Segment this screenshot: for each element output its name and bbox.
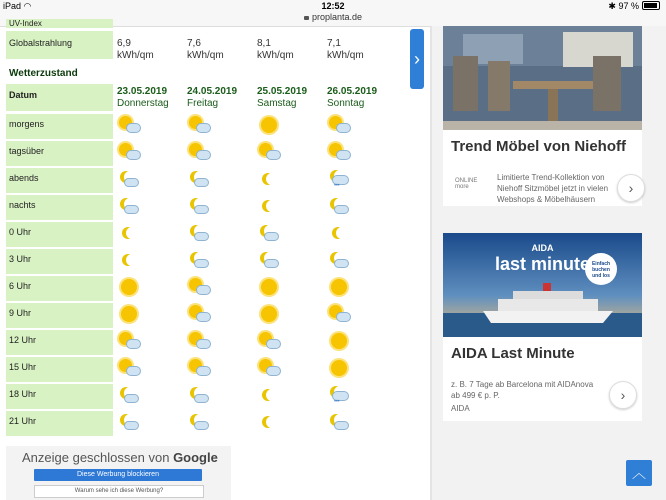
sun-cloud-icon — [328, 305, 352, 325]
closed-ad-title: Anzeige geschlossen von Google — [22, 450, 218, 465]
sun-icon — [328, 332, 352, 352]
moon-cloud-icon — [118, 170, 142, 190]
status-bar — [0, 0, 666, 12]
day-header-3: 25.05.2019 Samstag — [257, 86, 308, 109]
sun-icon — [258, 116, 282, 136]
global-label: Globalstrahlung — [6, 31, 113, 59]
date-label: Datum — [6, 84, 113, 111]
day-header-4: 26.05.2019 Sonntag — [327, 86, 378, 109]
sun-cloud-icon — [188, 305, 212, 325]
moon-cloud-icon — [188, 197, 212, 217]
uv-label: UV-Index — [6, 19, 113, 28]
sun-cloud-icon — [188, 332, 212, 352]
moon-icon — [328, 224, 352, 244]
ad-advertiser: AIDA — [451, 404, 470, 413]
row-label: abends — [6, 168, 113, 193]
global-value-1: 6,9 kWh/qm — [117, 38, 154, 61]
cloud-rain-icon: • • • — [328, 386, 352, 406]
block-ad-button[interactable]: Diese Werbung blockieren — [34, 469, 202, 481]
chevron-up-icon: ︿ — [632, 465, 646, 481]
moon-cloud-icon — [328, 251, 352, 271]
ad-description: z. B. 7 Tage ab Barcelona mit AIDAnova ab 499 € p. P. — [451, 380, 594, 400]
sun-cloud-icon — [258, 359, 282, 379]
sun-icon — [118, 305, 142, 325]
clock: 12:52 — [321, 1, 345, 11]
row-label: 12 Uhr — [6, 330, 113, 355]
ad-card-aida[interactable] — [443, 233, 642, 421]
row-label: 9 Uhr — [6, 303, 113, 328]
banner-brand: AIDA — [531, 243, 554, 253]
ad-arrow-button[interactable] — [609, 381, 637, 409]
section-title: Wetterzustand — [9, 68, 78, 79]
next-arrow-button[interactable] — [410, 29, 424, 89]
moon-cloud-icon — [328, 197, 352, 217]
day-header-2: 24.05.2019 Freitag — [187, 86, 238, 109]
banner-headline: last minute — [494, 254, 591, 274]
sun-cloud-icon — [118, 116, 142, 136]
sun-icon — [258, 278, 282, 298]
moon-cloud-icon — [188, 386, 212, 406]
sun-cloud-icon — [188, 278, 212, 298]
sun-icon — [328, 278, 352, 298]
row-label: 18 Uhr — [6, 384, 113, 409]
chevron-right-icon: › — [414, 49, 420, 69]
cloud-rain-icon: • • • — [328, 170, 352, 190]
sun-cloud-icon — [188, 359, 212, 379]
banner-badge: Einfach buchen und los — [591, 261, 611, 279]
sun-cloud-icon — [328, 116, 352, 136]
scroll-to-top-button[interactable] — [626, 460, 652, 486]
row-label: 15 Uhr — [6, 357, 113, 382]
moon-icon — [258, 386, 282, 406]
online-more-logo: ONLINE more — [455, 178, 478, 190]
sun-icon — [328, 359, 352, 379]
moon-icon — [258, 413, 282, 433]
ad-title[interactable]: Trend Möbel von Niehoff — [451, 138, 626, 155]
moon-cloud-icon — [258, 224, 282, 244]
bluetooth-icon: ✱ — [608, 1, 616, 11]
moon-cloud-icon — [118, 413, 142, 433]
chevron-right-icon: › — [628, 180, 634, 196]
row-label: tagsüber — [6, 141, 113, 166]
row-label: morgens — [6, 114, 113, 139]
moon-cloud-icon — [328, 413, 352, 433]
closed-ad-panel — [6, 446, 231, 500]
row-label: nachts — [6, 195, 113, 220]
ad-card-furniture[interactable] — [443, 26, 642, 206]
weather-table — [0, 19, 430, 500]
status-right — [608, 1, 660, 12]
day-header-1: 23.05.2019 Donnerstag — [117, 86, 169, 109]
chevron-right-icon: › — [620, 387, 626, 403]
row-label: 21 Uhr — [6, 411, 113, 436]
device-label: iPad ◠ — [3, 1, 32, 11]
sun-cloud-icon — [258, 143, 282, 163]
battery-percent: 97 % — [618, 1, 639, 11]
lock-icon — [304, 16, 309, 20]
global-value-4: 7,1 kWh/qm — [327, 38, 364, 61]
moon-cloud-icon — [188, 224, 212, 244]
battery-icon — [642, 1, 660, 10]
moon-icon — [118, 224, 142, 244]
row-label: 0 Uhr — [6, 222, 113, 247]
wifi-icon: ◠ — [23, 1, 32, 11]
sun-cloud-icon — [118, 359, 142, 379]
moon-icon — [258, 170, 282, 190]
ad-title[interactable]: AIDA Last Minute — [451, 345, 575, 362]
sun-cloud-icon — [258, 332, 282, 352]
moon-cloud-icon — [188, 170, 212, 190]
moon-cloud-icon — [118, 197, 142, 217]
sun-cloud-icon — [118, 332, 142, 352]
ad-arrow-button[interactable] — [617, 174, 645, 202]
moon-cloud-icon — [188, 413, 212, 433]
moon-icon — [258, 197, 282, 217]
moon-cloud-icon — [118, 386, 142, 406]
row-label: 3 Uhr — [6, 249, 113, 274]
url-text: proplanta.de — [311, 12, 363, 22]
sun-cloud-icon — [328, 143, 352, 163]
why-ad-button[interactable]: Warum sehe ich diese Werbung? — [34, 485, 204, 498]
moon-cloud-icon — [258, 251, 282, 271]
sun-cloud-icon — [188, 116, 212, 136]
sun-cloud-icon — [188, 143, 212, 163]
global-value-2: 7,6 kWh/qm — [187, 38, 224, 61]
furniture-image — [443, 26, 642, 130]
sun-cloud-icon — [118, 143, 142, 163]
ad-column — [432, 26, 666, 500]
moon-cloud-icon — [188, 251, 212, 271]
moon-icon — [118, 251, 142, 271]
global-value-3: 8,1 kWh/qm — [257, 38, 294, 61]
sun-icon — [258, 305, 282, 325]
ad-description: Limitierte Trend-Kollektion von Niehoff Sitzmöbel jetzt in vielen Webshops & Möbelhäusern — [497, 173, 609, 204]
row-label: 6 Uhr — [6, 276, 113, 301]
sun-icon — [118, 278, 142, 298]
